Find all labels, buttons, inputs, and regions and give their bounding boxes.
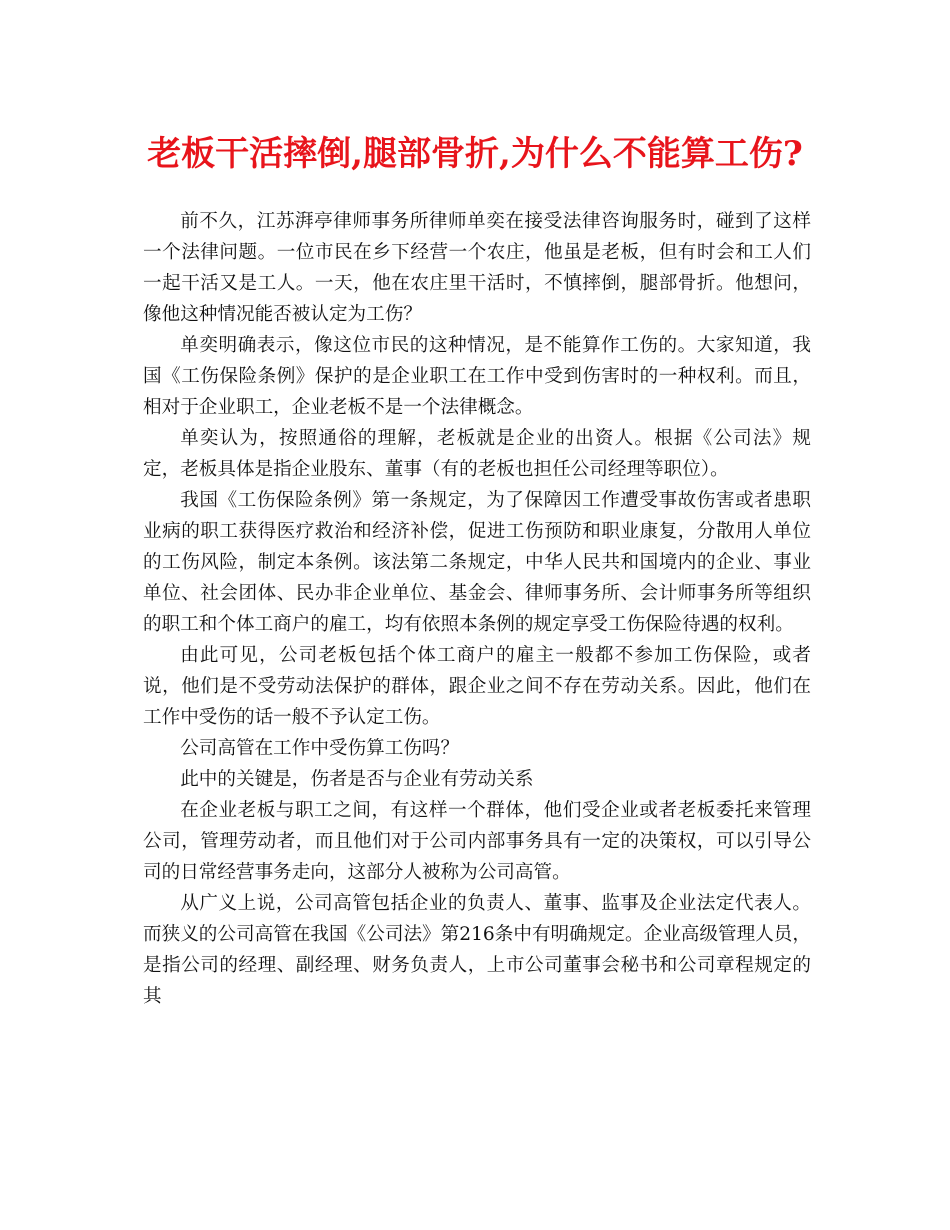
document-title: 老板干活摔倒,腿部骨折,为什么不能算工伤? — [147, 134, 803, 174]
paragraph: 在企业老板与职工之间，有这样一个群体，他们受企业或者老板委托来管理公司，管理劳动者，而且他们对于公司内部事务具有一定的决策权，可以引导公司的日常经营事务走向，这部分人被称为公司高管。 — [143, 800, 811, 883]
paragraph: 前不久，江苏湃亭律师事务所律师单奕在接受法律咨询服务时，碰到了这样一个法律问题。一位市民在乡下经营一个农庄，他虽是老板，但有时会和工人们一起干活又是工人。一天，他在农庄里干活时，不慎摔倒，腿部骨折。他想问，像他这种情况能否被认定为工伤？ — [143, 211, 811, 325]
paragraph: 公司高管在工作中受伤算工伤吗？ — [180, 738, 460, 759]
paragraph: 由此可见，公司老板包括个体工商户的雇主一般都不参加工伤保险，或者说，他们是不受劳动法保护的群体，跟企业之间不存在劳动关系。因此，他们在工作中受伤的话一般不予认定工伤。 — [143, 645, 811, 728]
paragraph: 单奕认为，按照通俗的理解，老板就是企业的出资人。根据《公司法》规定，老板具体是指企业股东、董事（有的老板也担任公司经理等职位）。 — [143, 428, 811, 480]
paragraph: 从广义上说，公司高管包括企业的负责人、董事、监事及企业法定代表人。而狭义的公司高管在我国《公司法》第216条中有明确规定。企业高级管理人员，是指公司的经理、副经理、财务负责人，上市公司董事会秘书和公司章程规定的其 — [143, 893, 811, 1007]
document-body — [143, 206, 811, 1012]
paragraph: 单奕明确表示，像这位市民的这种情况，是不能算作工伤的。大家知道，我国《工伤保险条例》保护的是企业职工在工作中受到伤害时的一种权利。而且，相对于企业职工，企业老板不是一个法律概念。 — [143, 335, 811, 418]
paragraph: 我国《工伤保险条例》第一条规定，为了保障因工作遭受事故伤害或者患职业病的职工获得医疗救治和经济补偿，促进工伤预防和职业康复，分散用人单位的工伤风险，制定本条例。该法第二条规定，中华人民共和国境内的企业、事业单位、社会团体、民办非企业单位、基金会、律师事务所、会计师事务所等组织的职工和个体工商户的雇工，均有依照本条例的规定享受工伤保险待遇的权利。 — [143, 490, 811, 635]
paragraph: 此中的关键是，伤者是否与企业有劳动关系 — [180, 769, 534, 790]
